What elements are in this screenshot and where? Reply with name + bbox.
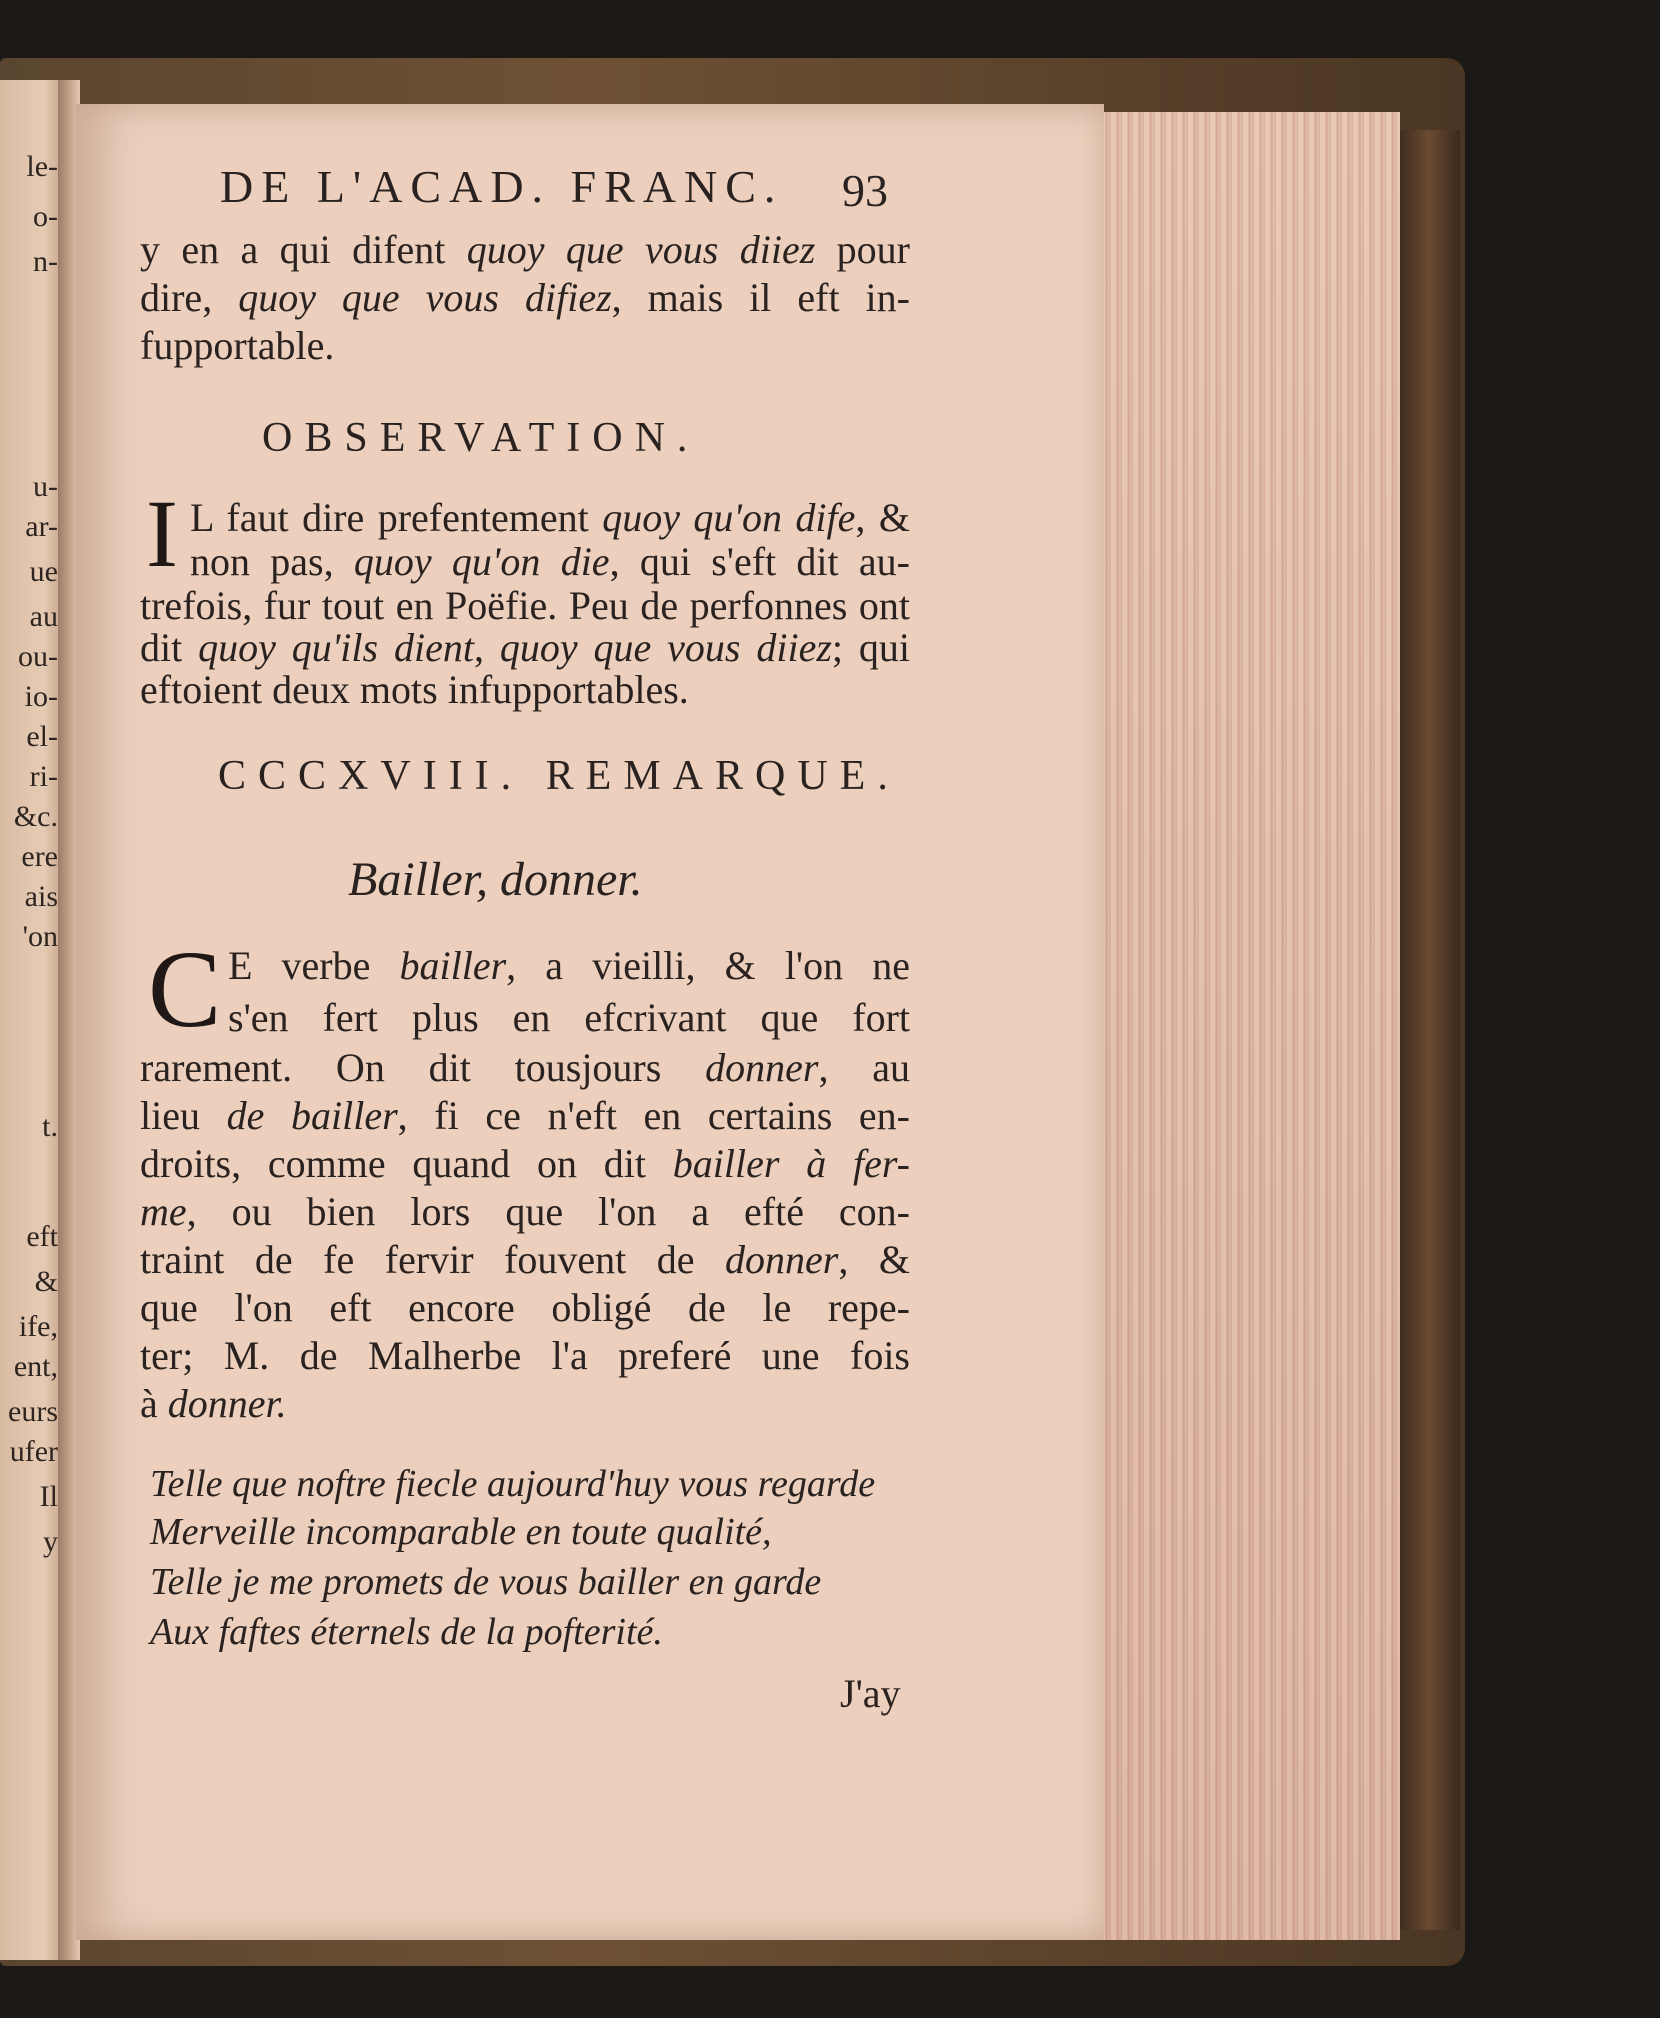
left-page-fragment: ais (24, 880, 58, 913)
roman-text: ; qui (831, 625, 910, 670)
left-page-fragment: Il (39, 1480, 58, 1513)
left-page-fragment: u- (33, 470, 58, 503)
roman-text: dit (140, 625, 199, 670)
text-line (140, 1382, 910, 1426)
roman-text: à (140, 1381, 168, 1426)
verse-line: Telle que noftre fiecle aujourd'huy vous regarde (150, 1463, 876, 1505)
roman-text: , au (818, 1045, 910, 1090)
page-edges (1100, 112, 1400, 1940)
roman-text: non pas, (190, 539, 354, 584)
left-page-fragment: y (43, 1525, 58, 1558)
italic-text: bailler (399, 943, 507, 988)
text-line (140, 1190, 910, 1234)
catchword: J'ay (840, 1671, 901, 1716)
left-page-fragment: ri- (29, 760, 58, 793)
left-page-fragment: ent, (13, 1350, 58, 1383)
left-page-fragment: au (29, 600, 58, 633)
text-line (140, 668, 910, 712)
text-line (140, 584, 910, 628)
verse-line: Merveille incomparable en toute qualité, (150, 1511, 772, 1553)
left-page-fragment: le- (26, 150, 58, 183)
roman-text: y en a qui difent (140, 227, 467, 272)
roman-text: traint de fe fervir fouvent de (140, 1237, 726, 1282)
italic-text: quoy qu'on dife (602, 495, 856, 540)
left-page-fragment: o- (33, 200, 58, 233)
text-line (140, 276, 910, 320)
roman-text: , & (838, 1237, 910, 1282)
roman-text: , & (855, 495, 910, 540)
text-line (140, 228, 910, 272)
text-line (140, 1094, 910, 1138)
page-number: 93 (842, 165, 888, 216)
remarque-heading: CCCXVIII. REMARQUE. (218, 753, 900, 799)
roman-text: , qui s'eft dit au- (609, 539, 910, 584)
left-page-fragment: el- (26, 720, 58, 753)
roman-text: trefois, fur tout en Poëfie. Peu de perfonnes ont (140, 583, 910, 628)
roman-text: , (473, 625, 500, 670)
roman-text: pour (815, 227, 910, 272)
verse-line: Telle je me promets de vous bailler en garde (150, 1561, 822, 1603)
left-page-fragment: ar- (25, 510, 58, 543)
text-line (228, 944, 910, 988)
italic-text: quoy qu'on die (353, 539, 610, 584)
observation-heading: OBSERVATION. (262, 415, 700, 461)
roman-text: droits, comme quand on dit (140, 1141, 673, 1186)
book-spine (1398, 130, 1460, 1930)
italic-text: donner (705, 1045, 819, 1090)
italic-text: bailler à fer- (672, 1141, 910, 1186)
left-page-fragment: ife, (18, 1310, 58, 1343)
remarque-dropcap: C (148, 928, 222, 1050)
left-page-fragment: &c. (13, 800, 58, 833)
left-page-fragment: 'on (22, 920, 58, 953)
text-line (140, 1142, 910, 1186)
italic-text: donner. (167, 1381, 287, 1426)
roman-text: eftoient deux mots infupportables. (140, 667, 689, 712)
text-line (140, 1238, 910, 1282)
left-page-fragment: t. (42, 1110, 58, 1143)
italic-text: quoy que vous diiez (466, 227, 816, 272)
left-page-fragment: eft (26, 1220, 58, 1253)
roman-text: L faut dire prefentement (190, 495, 603, 540)
text-line (190, 540, 910, 584)
roman-text: , a vieilli, & l'on ne (506, 943, 911, 988)
text-line (190, 496, 910, 540)
text-line (140, 1046, 910, 1090)
verse-line: Aux faftes éternels de la pofterité. (150, 1611, 663, 1653)
italic-text: de bailler (226, 1093, 398, 1138)
observation-dropcap: I (146, 480, 178, 587)
left-page-fragment: n- (33, 245, 58, 278)
left-page-fragment: io- (24, 680, 58, 713)
left-page-fragment: ufer (9, 1435, 58, 1468)
italic-text: quoy que vous difiez (238, 275, 612, 320)
roman-text: E verbe (228, 943, 400, 988)
text-line (140, 1334, 910, 1378)
roman-text: , mais il eft in- (611, 275, 910, 320)
roman-text: ter; M. de Malherbe l'a preferé une fois (140, 1333, 910, 1378)
left-page (0, 80, 62, 1960)
italic-text: quoy que vous diiez (499, 625, 832, 670)
roman-text: dire, (140, 275, 239, 320)
italic-text: donner (725, 1237, 839, 1282)
left-page-fragment: ou- (18, 640, 58, 673)
left-page-fragment: ue (29, 555, 58, 588)
text-line (228, 996, 910, 1040)
text-line (140, 1286, 910, 1330)
italic-text: quoy qu'ils dient (198, 625, 474, 670)
left-page-fragment: ere (21, 840, 58, 873)
roman-text: rarement. On dit tousjours (140, 1045, 706, 1090)
roman-text: s'en fert plus en efcrivant que fort (228, 995, 910, 1040)
italic-text: me (140, 1189, 187, 1234)
left-page-fragment: eurs (8, 1395, 58, 1428)
running-title: DE L'ACAD. FRANC. (220, 161, 784, 212)
roman-text: fupportable. (140, 323, 335, 368)
roman-text: que l'on eft encore obligé de le repe- (140, 1285, 910, 1330)
text-line (140, 626, 910, 670)
left-page-fragment: & (34, 1265, 58, 1298)
roman-text: , fi ce n'eft en certains en- (397, 1093, 910, 1138)
roman-text: lieu (140, 1093, 227, 1138)
remarque-subtitle: Bailler, donner. (348, 853, 643, 906)
text-line (140, 324, 910, 368)
roman-text: , ou bien lors que l'on a efté con- (186, 1189, 910, 1234)
